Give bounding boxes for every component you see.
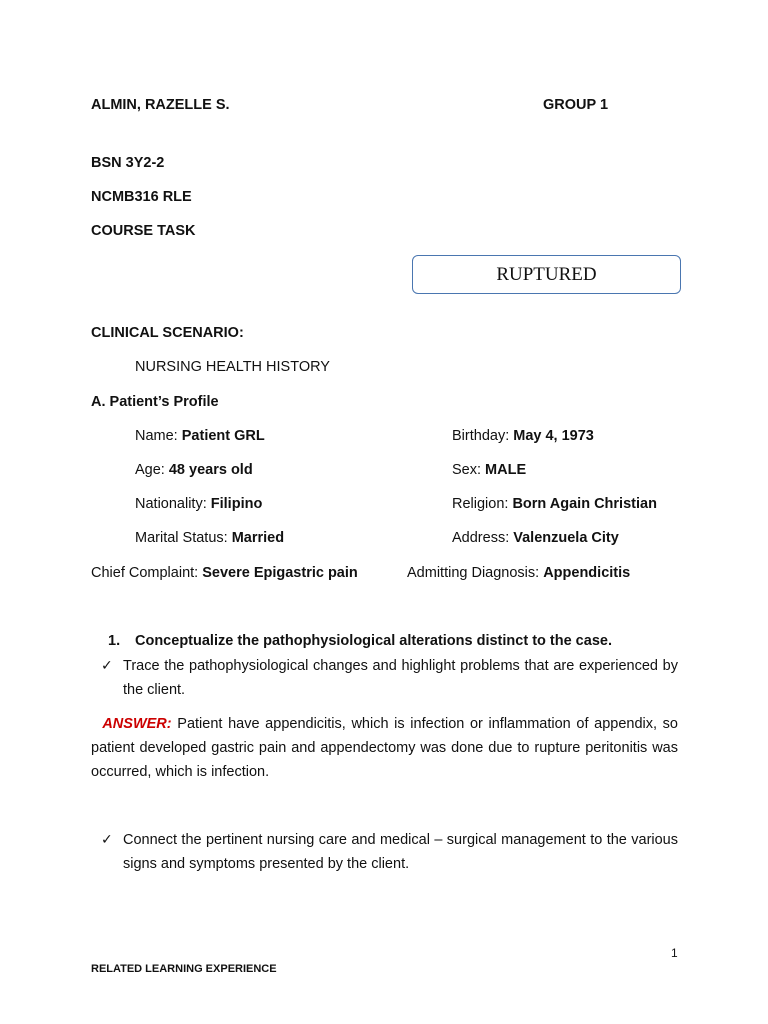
profile-diagnosis (407, 565, 630, 581)
nationality-value: Filipino (210, 496, 263, 512)
birthday-label: Birthday: (452, 428, 514, 444)
student-name: ALMIN, RAZELLE S. (91, 97, 230, 113)
profile-heading: A. Patient’s Profile (91, 394, 219, 410)
profile-age (135, 462, 253, 478)
profile-sex (452, 462, 526, 478)
name-value: Patient GRL (181, 428, 265, 444)
answer-colon: : (166, 716, 172, 732)
answer-text: Patient have appendicitis, which is infection or inflammation of appendix, so patient developed gastric pain and appendectomy was done due to rupture peritonitis was occurred, which is infection. (91, 716, 678, 780)
address-value: Valenzuela City (513, 530, 619, 546)
ruptured-label: RUPTURED (496, 263, 597, 285)
answer-paragraph (91, 712, 678, 784)
section-label: BSN 3Y2-2 (91, 155, 165, 171)
page-number: 1 (671, 946, 678, 960)
diagnosis-label: Admitting Diagnosis: (407, 565, 544, 581)
check-icon: ✓ (101, 657, 113, 673)
group-label: GROUP 1 (543, 97, 609, 113)
profile-nationality (135, 496, 262, 512)
bullet-connect: Connect the pertinent nursing care and medical – surgical management to the various signs and symptoms presented by the client. (123, 832, 678, 872)
scenario-heading: CLINICAL SCENARIO: (91, 325, 244, 341)
check-icon: ✓ (101, 831, 113, 847)
religion-label: Religion: (452, 496, 513, 512)
address-label: Address: (452, 530, 514, 546)
bullet-trace: Trace the pathophysiological changes and highlight problems that are experienced by the client. (123, 658, 678, 698)
complaint-label: Chief Complaint: (91, 565, 203, 581)
course-label: NCMB316 RLE (91, 189, 192, 205)
name-label: Name: (135, 428, 182, 444)
marital-value: Married (231, 530, 285, 546)
age-value: 48 years old (168, 462, 253, 478)
footer-text: RELATED LEARNING EXPERIENCE (91, 963, 277, 975)
sex-value: MALE (485, 462, 527, 478)
nationality-label: Nationality: (135, 496, 211, 512)
age-label: Age: (135, 462, 169, 478)
task-label: COURSE TASK (91, 223, 196, 239)
complaint-value: Severe Epigastric pain (202, 565, 358, 581)
birthday-value: May 4, 1973 (513, 428, 594, 444)
question-text: Conceptualize the pathophysiological alterations distinct to the case. (135, 633, 612, 649)
ruptured-box (412, 255, 681, 294)
marital-label: Marital Status: (135, 530, 232, 546)
profile-religion (452, 496, 657, 512)
profile-birthday (452, 428, 594, 444)
profile-name (135, 428, 265, 444)
sex-label: Sex: (452, 462, 486, 478)
answer-label: ANSWER (102, 716, 167, 732)
profile-complaint (91, 565, 358, 581)
question-number: 1. (108, 633, 121, 649)
diagnosis-value: Appendicitis (543, 565, 631, 581)
profile-marital (135, 530, 284, 546)
religion-value: Born Again Christian (512, 496, 657, 512)
scenario-subheading: NURSING HEALTH HISTORY (135, 359, 330, 375)
profile-address (452, 530, 619, 546)
